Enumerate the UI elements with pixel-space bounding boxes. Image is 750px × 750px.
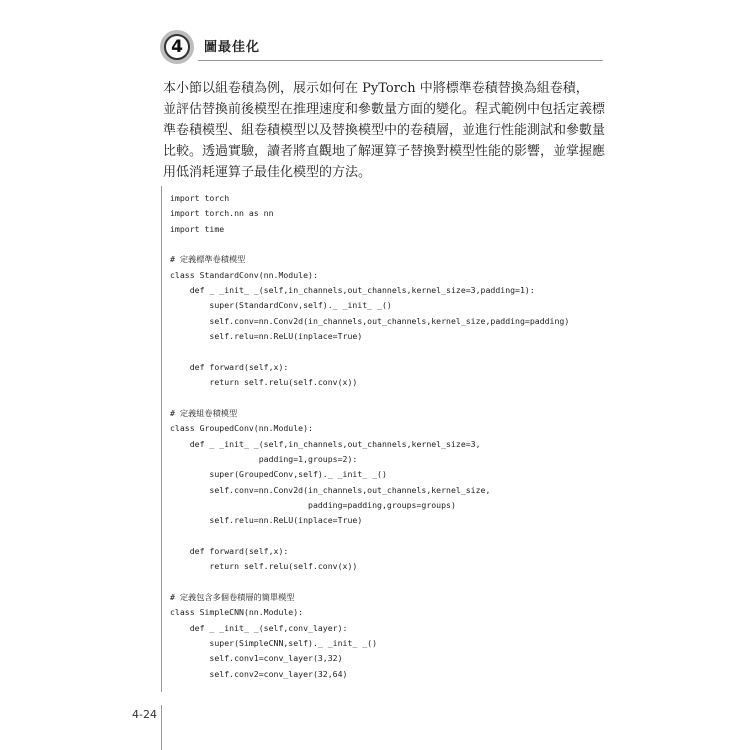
code-line <box>170 344 569 359</box>
code-line: padding=1,groups=2): <box>170 453 358 464</box>
chapter-number-badge <box>160 30 194 64</box>
code-line <box>170 575 569 590</box>
code-line: super(SimpleCNN,self)._ _init_ _() <box>170 637 378 648</box>
code-line: import torch <box>170 193 230 203</box>
code-line: # 定義組卷積模型 <box>170 407 238 418</box>
code-line: class SimpleCNN(nn.Module): <box>170 607 304 618</box>
intro-paragraph <box>163 78 606 183</box>
chapter-number: 4 <box>164 34 190 60</box>
code-line: super(StandardConv,self)._ _init_ _() <box>170 300 392 311</box>
code-line: # 定義包含多個卷積層的簡單模型 <box>170 591 295 602</box>
footer-divider <box>161 705 162 750</box>
code-line: class StandardConv(nn.Module): <box>170 269 318 280</box>
header-divider <box>198 60 603 61</box>
code-line: self.conv=nn.Conv2d(in_channels,out_channels,kernel_size, <box>170 484 491 495</box>
code-line: self.conv=nn.Conv2d(in_channels,out_channels,kernel_size,padding=padding) <box>170 315 570 326</box>
chapter-header <box>158 28 603 62</box>
code-line: def _ _init_ _(self,conv_layer): <box>170 622 348 633</box>
code-line: # 定義標準卷積模型 <box>170 254 246 265</box>
code-line: return self.relu(self.conv(x)) <box>170 561 358 572</box>
code-line: import torch.nn as nn <box>170 208 274 219</box>
intro-line: 本小節以組卷積為例，展示如何在 PyTorch 中將標準卷積替換為組卷積， <box>163 81 589 96</box>
chapter-title: 圖最佳化 <box>204 40 261 55</box>
intro-line: 準卷積模型、組卷積模型以及替換模型中的卷積層，並進行性能測試和參數量 <box>163 123 606 138</box>
code-line: self.relu=nn.ReLU(inplace=True) <box>170 515 363 526</box>
code-line <box>170 390 569 405</box>
code-line: self.conv2=conv_layer(32,64) <box>170 668 348 679</box>
code-line: def _ _init_ _(self,in_channels,out_channels,kernel_size=3,padding=1): <box>170 285 535 296</box>
code-line <box>170 529 569 544</box>
code-line: import time <box>170 223 225 234</box>
code-line: self.conv1=conv_layer(3,32) <box>170 653 343 664</box>
code-line: def forward(self,x): <box>170 545 289 556</box>
code-lines <box>170 191 569 682</box>
code-listing <box>161 186 594 692</box>
page-number: 4-24 <box>132 708 157 721</box>
code-line: class GroupedConv(nn.Module): <box>170 423 313 434</box>
code-line: padding=padding,groups=groups) <box>170 499 456 510</box>
code-line: self.relu=nn.ReLU(inplace=True) <box>170 331 363 342</box>
intro-line: 並評估替換前後模型在推理速度和參數量方面的變化。程式範例中包括定義標 <box>163 102 606 117</box>
code-line: return self.relu(self.conv(x)) <box>170 377 358 388</box>
code-line <box>170 237 569 252</box>
code-line: def forward(self,x): <box>170 361 289 372</box>
intro-line: 用低消耗運算子最佳化模型的方法。 <box>163 165 372 180</box>
intro-line: 比較。透過實驗，讀者將直觀地了解運算子替換對模型性能的影響，並掌握應 <box>163 144 606 159</box>
code-line: super(GroupedConv,self)._ _init_ _() <box>170 469 387 480</box>
code-line: def _ _init_ _(self,in_channels,out_channels,kernel_size=3, <box>170 438 481 449</box>
